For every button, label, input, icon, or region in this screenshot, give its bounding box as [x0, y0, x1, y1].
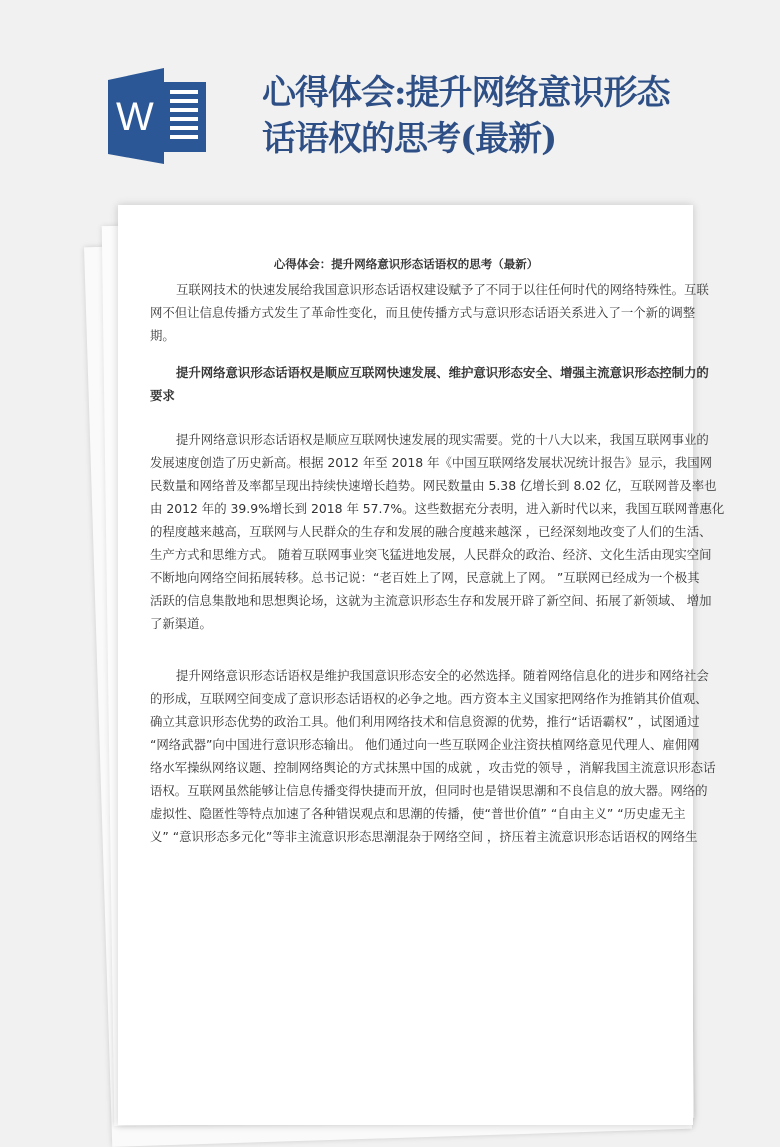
paragraph-spacer: [150, 635, 662, 664]
text-line: 民数量和网络普及率都呈现出持续快速增长趋势。网民数量由 5.38 亿增长到 8.02 亿，互联网普及率也: [150, 478, 717, 493]
svg-text:W: W: [116, 95, 154, 139]
document-page: [118, 205, 725, 1125]
text-line: 确立其意识形态优势的政治工具。他们利用网络技术和信息资源的优势，推行“话语霸权” ，试图通过: [150, 714, 700, 729]
text-line: 络水军操纵网络议题、控制网络舆论的方式抹黑中国的成就 ，攻击党的领导 ，消解我国主流意识形态话: [150, 760, 716, 775]
paragraph-spacer: [150, 347, 662, 361]
paragraph: [150, 278, 709, 347]
title-line: 话语权的思考(最新): [262, 119, 557, 159]
paragraph: [150, 664, 716, 848]
text-line: 发展速度创造了历史新高。根据 2012 年至 2018 年《中国互联网络发展状况统计报告》显示，我国网: [150, 455, 713, 470]
section-heading: [150, 361, 709, 407]
text-line: 义” “意识形态多元化”等非主流意识形态思潮混杂于网络空间 ，挤压着主流意识形态话语权的网络生: [150, 829, 698, 844]
document-title: 心得体会：提升网络意识形态话语权的思考（最新）: [273, 257, 539, 271]
text-line: 的形成，互联网空间变成了意识形态话语权的必争之地。西方资本主义国家把网络作为推销其价值观、: [150, 691, 708, 706]
text-line: 了新渠道。: [150, 616, 212, 631]
text-line: “网络武器”向中国进行意识形态输出。 他们通过向一些互联网企业注资扶植网络意见代理人、雇佣网: [150, 737, 700, 752]
text-line: 的程度越来越高，互联网与人民群众的生存和发展的融合度越来越深 ，已经深刻地改变了人们的生活、: [150, 524, 712, 539]
text-line: 语权。互联网虽然能够让信息传播变得快捷而开放，但同时也是错误思潮和不良信息的放大器。网络的: [150, 783, 708, 798]
document-content: [150, 255, 725, 848]
text-line: 提升网络意识形态话语权是顺应互联网快速发展、维护意识形态安全、增强主流意识形态控制力的: [176, 365, 709, 380]
text-line: 提升网络意识形态话语权是维护我国意识形态安全的必然选择。随着网络信息化的进步和网络社会: [176, 668, 709, 683]
paragraph: [150, 428, 725, 635]
text-line: 生产方式和思维方式。 随着互联网事业突飞猛进地发展，人民群众的政治、经济、文化生活由现实空间: [150, 547, 712, 562]
text-line: 要求: [150, 388, 175, 403]
word-icon: [108, 68, 208, 164]
text-line: 活跃的信息集散地和思想舆论场，这就为主流意识形态生存和发展开辟了新空间、拓展了新领域、 增加: [150, 593, 712, 608]
text-line: 由 2012 年的 39.9%增长到 2018 年 57.7%。这些数据充分表明，进入新时代以来，我国互联网普惠化: [150, 501, 725, 516]
text-line: 互联网技术的快速发展给我国意识形态话语权建设赋予了不同于以往任何时代的网络特殊性。互联: [176, 282, 709, 297]
text-line: 期。: [150, 328, 175, 343]
paragraph-spacer: [150, 407, 662, 428]
text-line: 虚拟性、隐匿性等特点加速了各种错误观点和思潮的传播，使“普世价值” “自由主义” “历史虚无主: [150, 806, 686, 821]
page-title: [262, 70, 670, 162]
text-line: 提升网络意识形态话语权是顺应互联网快速发展的现实需要。党的十八大以来，我国互联网事业的: [176, 432, 709, 447]
text-line: 不断地向网络空间拓展转移。总书记说：“老百姓上了网，民意就上了网。 ”互联网已经成为一个极其: [150, 570, 700, 585]
title-line: 心得体会:提升网络意识形态: [262, 73, 670, 113]
text-line: 网不但让信息传播方式发生了革命性变化，而且使传播方式与意识形态话语关系进入了一个新的调整: [150, 305, 696, 320]
